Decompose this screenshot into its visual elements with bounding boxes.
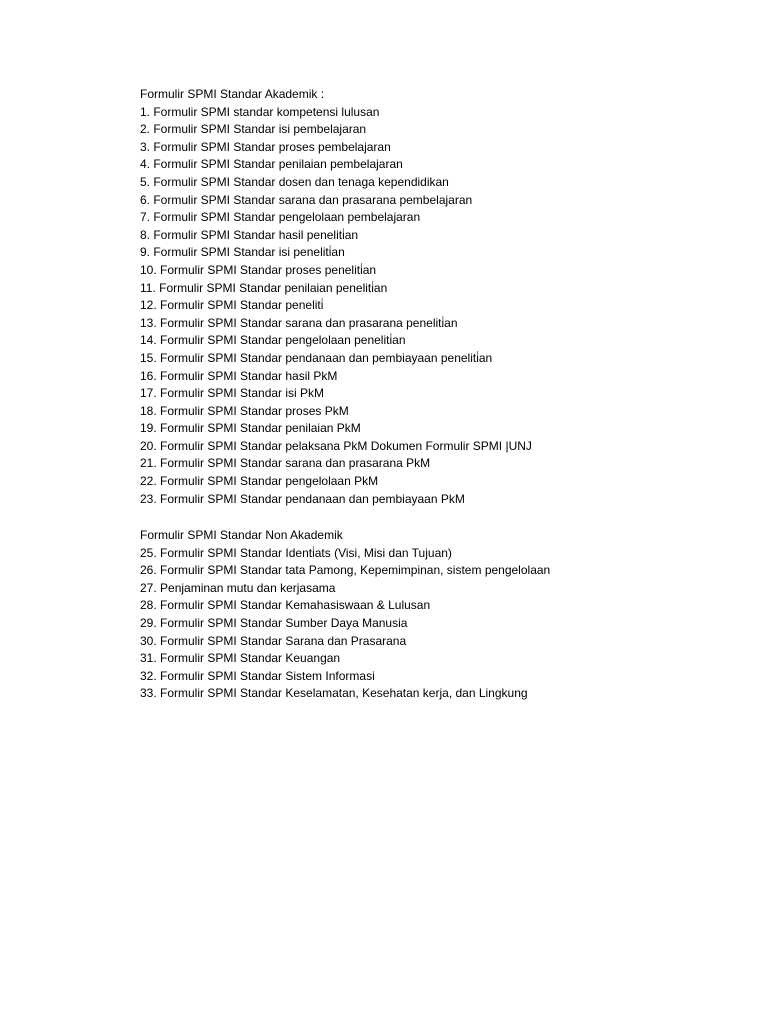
list-item: 19. Formulir SPMI Standar penilaian PkM [140, 421, 361, 436]
list-item: 3. Formulir SPMI Standar proses pembelajaran [140, 139, 391, 154]
list-item: 11. Formulir SPMI Standar penilaian peneliti̇an [140, 280, 388, 295]
list-item: 18. Formulir SPMI Standar proses PkM [140, 403, 349, 418]
list-item: 16. Formulir SPMI Standar hasil PkM [140, 368, 338, 383]
list-item: 5. Formulir SPMI Standar dosen dan tenaga kependidikan [140, 174, 449, 189]
list-item: 7. Formulir SPMI Standar pengelolaan pembelajaran [140, 210, 421, 225]
list-item: 32. Formulir SPMI Standar Sistem Informasi [140, 668, 375, 683]
list-item: 14. Formulir SPMI Standar pengelolaan peneliti̇an [140, 333, 406, 348]
list-item: 9. Formulir SPMI Standar isi peneliti̇an [140, 245, 345, 260]
list-item: 30. Formulir SPMI Standar Sarana dan Prasarana [140, 633, 407, 648]
list-item: 13. Formulir SPMI Standar sarana dan prasarana peneliti̇an [140, 315, 458, 330]
list-item: 31. Formulir SPMI Standar Keuangan [140, 651, 341, 666]
list-item: 20. Formulir SPMI Standar pelaksana PkM Dokumen Formulir SPMI |UNJ [140, 438, 532, 453]
list-item: 27. Penjaminan mutu dan kerjasama [140, 580, 336, 595]
list-item: 4. Formulir SPMI Standar penilaian pembelajaran [140, 157, 403, 172]
list-item: 1. Formulir SPMI standar kompetensi lulusan [140, 104, 380, 119]
list-item: 6. Formulir SPMI Standar sarana dan prasarana pembelajaran [140, 192, 473, 207]
list-item: 17. Formulir SPMI Standar isi PkM [140, 386, 325, 401]
list-item: 10. Formulir SPMI Standar proses peneliti̇an [140, 262, 377, 277]
list-item: 15. Formulir SPMI Standar pendanaan dan pembiayaan peneliti̇an [140, 350, 493, 365]
list-item: 2. Formulir SPMI Standar isi pembelajaran [140, 122, 367, 137]
list-item: 23. Formulir SPMI Standar pendanaan dan pembiayaan PkM [140, 491, 465, 506]
list-item: 12. Formulir SPMI Standar peneliti̇ [140, 298, 324, 313]
list-item: 25. Formulir SPMI Standar Identi̇ats (Visi, Misi dan Tujuan) [140, 545, 452, 560]
list-item: 28. Formulir SPMI Standar Kemahasiswaan & Lulusan [140, 598, 431, 613]
list-item: 29. Formulir SPMI Standar Sumber Daya Manusia [140, 615, 408, 630]
non-academic-heading: Formulir SPMI Standar Non Akademik [140, 528, 343, 542]
list-item: 21. Formulir SPMI Standar sarana dan prasarana PkM [140, 456, 431, 471]
academic-heading: Formulir SPMI Standar Akademik : [140, 87, 325, 101]
list-item: 8. Formulir SPMI Standar hasil peneliti̇an [140, 227, 359, 242]
list-item: 22. Formulir SPMI Standar pengelolaan PkM [140, 474, 379, 489]
list-item: 26. Formulir SPMI Standar tata Pamong, Kepemimpinan, sistem pengelolaan [140, 563, 551, 578]
non-academic-section [140, 527, 740, 703]
list-item: 33. Formulir SPMI Standar Keselamatan, Kesehatan kerja, dan Lingkung [140, 686, 528, 701]
academic-section [140, 86, 740, 508]
